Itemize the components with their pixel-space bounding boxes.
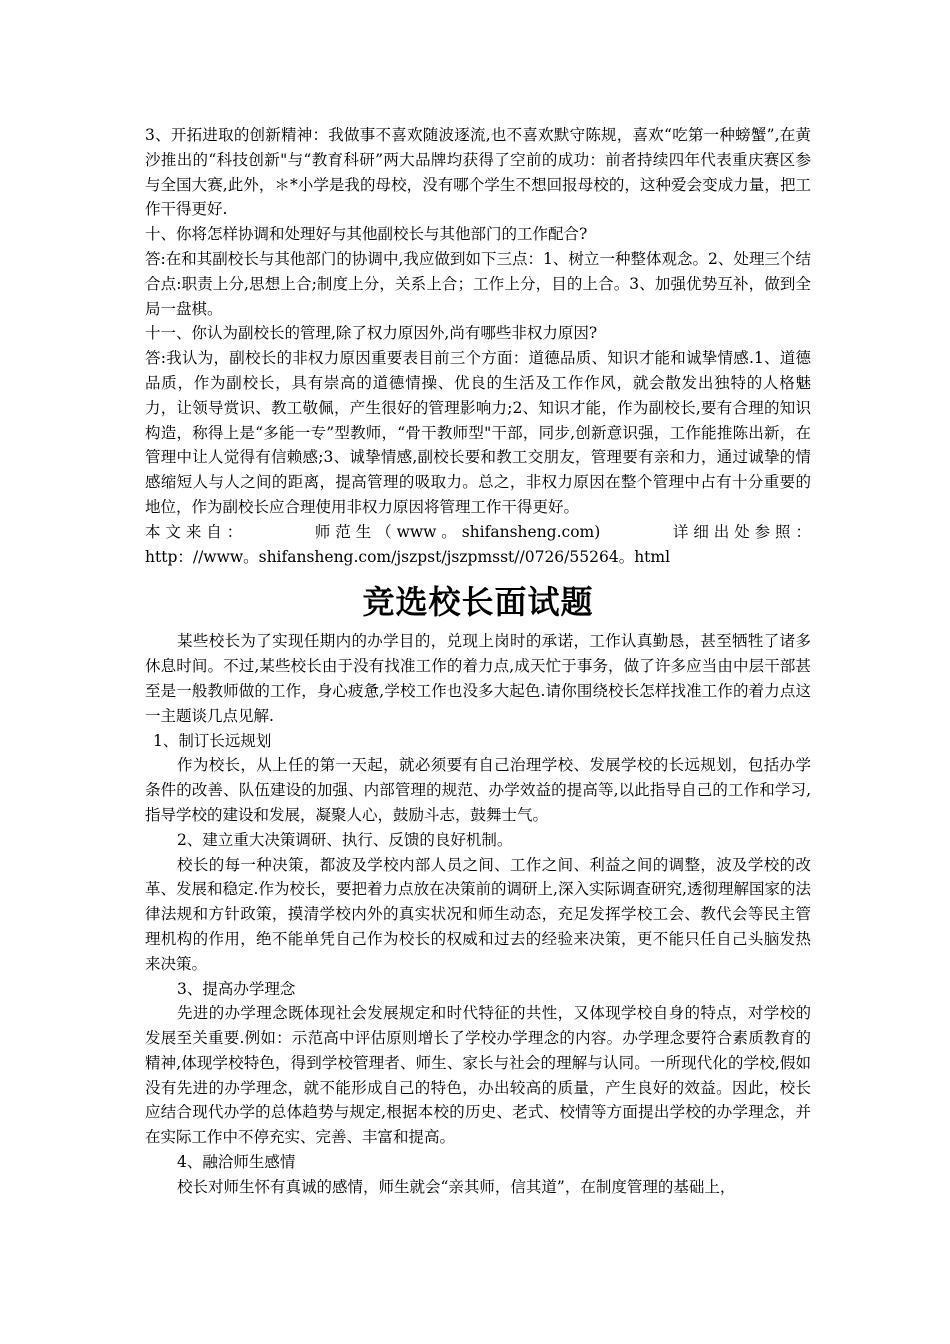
paragraph-innovation: 3、开拓进取的创新精神：我做事不喜欢随波逐流,也不喜欢默守陈规，喜欢“吃第一种螃蟹”,在黄沙推出的“科技创新"与“教育科研”两大品牌均获得了空前的成功：前者持续四年代表重庆赛区参与全国大赛,此外，＊*小学是我的母校，没有哪个学生不想回报母校的，这种爱会变成力量，把工作干得更好. — [145, 126, 811, 219]
section-body-1: 作为校长，从上任的第一天起，就必须要有自己治理学校、发展学校的长远规划，包括办学条件的改善、队伍建设的加强、内部管理的规范、办学效益的提高等,以此指导自己的工作和学习,指导学校的建设和发展，凝聚人心，鼓励斗志，鼓舞士气。 — [145, 756, 811, 824]
section-body-3: 先进的办学理念既体现社会发展规定和时代特征的共性，又体现学校自身的特点，对学校的发展至关重要.例如：示范高中评估原则增长了学校办学理念的内容。办学理念要符合素质教育的精神,体现学校特色，得到学校管理者、师生、家长与社会的理解与认同。一所现代化的学校,假如没有先进的办学理念，就不能形成自己的特色，办出较高的质量，产生良好的效益。因此，校长应结合现代办学的总体趋势与规定,根据本校的历史、老式、校情等方面提出学校的办学理念，并在实际工作中不停充实、完善、丰富和提高。 — [145, 1004, 811, 1147]
article-title: 竞选校长面试题 — [362, 583, 594, 622]
source-detail-label: 详 细 出 处 参 照 ： — [672, 522, 811, 541]
section-body-2: 校长的每一种决策，都波及学校内部人员之间、工作之间、利益之间的调整，波及学校的改革、发展和稳定.作为校长，要把着力点放在决策前的调研上,深入实际调查研究,透彻理解国家的法律法规和方针政策，摸清学校内外的真实状况和师生动态，充足发挥学校工会、教代会等民主管理机构的作用，绝不能单凭自己作为校长的权威和过去的经验来决策，更不能只任自己头脑发热来决策。 — [145, 855, 811, 973]
question-10: 十、你将怎样协调和处理好与其他副校长与其他部门的工作配合? — [145, 225, 588, 244]
section-body-4: 校长对师生怀有真诚的感情，师生就会“亲其师，信其道”，在制度管理的基础上， — [177, 1177, 736, 1196]
source-site: 师 范 生 （ www 。 shifansheng.com) — [314, 522, 601, 541]
article-intro: 某些校长为了实现任期内的办学目的，兑现上岗时的承诺，工作认真勤恳，甚至牺牲了诸多休息时间。不过,某些校长由于没有找准工作的着力点,成天忙于事务，做了许多应当由中层干部甚至是一般教师做的工作，身心疲惫,学校工作也没多大起色.请你围绕校长怎样找准工作的着力点这一主题谈几点见解. — [145, 632, 811, 725]
source-attribution — [145, 520, 811, 545]
section-heading-1: 1、制订长远规划 — [153, 731, 272, 750]
source-url: http：//www。shifansheng.com/jszpst/jszpmsst//0726/55264。html — [145, 547, 671, 566]
section-heading-3: 3、提高办学理念 — [177, 979, 296, 998]
question-11: 十一、你认为副校长的管理,除了权力原因外,尚有哪些非权力原因? — [145, 324, 598, 343]
answer-10: 答:在和其副校长与其他部门的协调中,我应做到如下三点：1、树立一种整体观念。2、处理三个结合点:职责上分,思想上合;制度上分，关系上合；工作上分，目的上合。3、加强优势互补，做到全局一盘棋。 — [145, 249, 811, 318]
document-page — [145, 123, 811, 1200]
answer-11: 答:我认为，副校长的非权力原因重要表目前三个方面：道德品质、知识才能和诚挚情感.1、道德品质，作为副校长，具有崇高的道德情操、优良的生活及工作作风，就会散发出独特的人格魅力，让领导赏识、教工敬佩，产生很好的管理影响力;2、知识才能，作为副校长,要有合理的知识构造，称得上是“多能一专”型教师，“骨干教师型"干部，同步,创新意识强，工作能推陈出新，在管理中让人觉得有信赖感;3、诚挚情感,副校长要和教工交朋友，管理要有亲和力，通过诚挚的情感缩短人与人之间的距离，提高管理的吸取力。总之，非权力原因在整个管理中占有十分重要的地位，作为副校长应合理使用非权力原因将管理工作干得更好。 — [145, 349, 811, 516]
source-label: 本 文 来 自 ： — [145, 522, 243, 541]
section-heading-2: 2、建立重大决策调研、执行、反馈的良好机制。 — [177, 830, 513, 849]
section-heading-4: 4、融洽师生感情 — [177, 1153, 296, 1172]
